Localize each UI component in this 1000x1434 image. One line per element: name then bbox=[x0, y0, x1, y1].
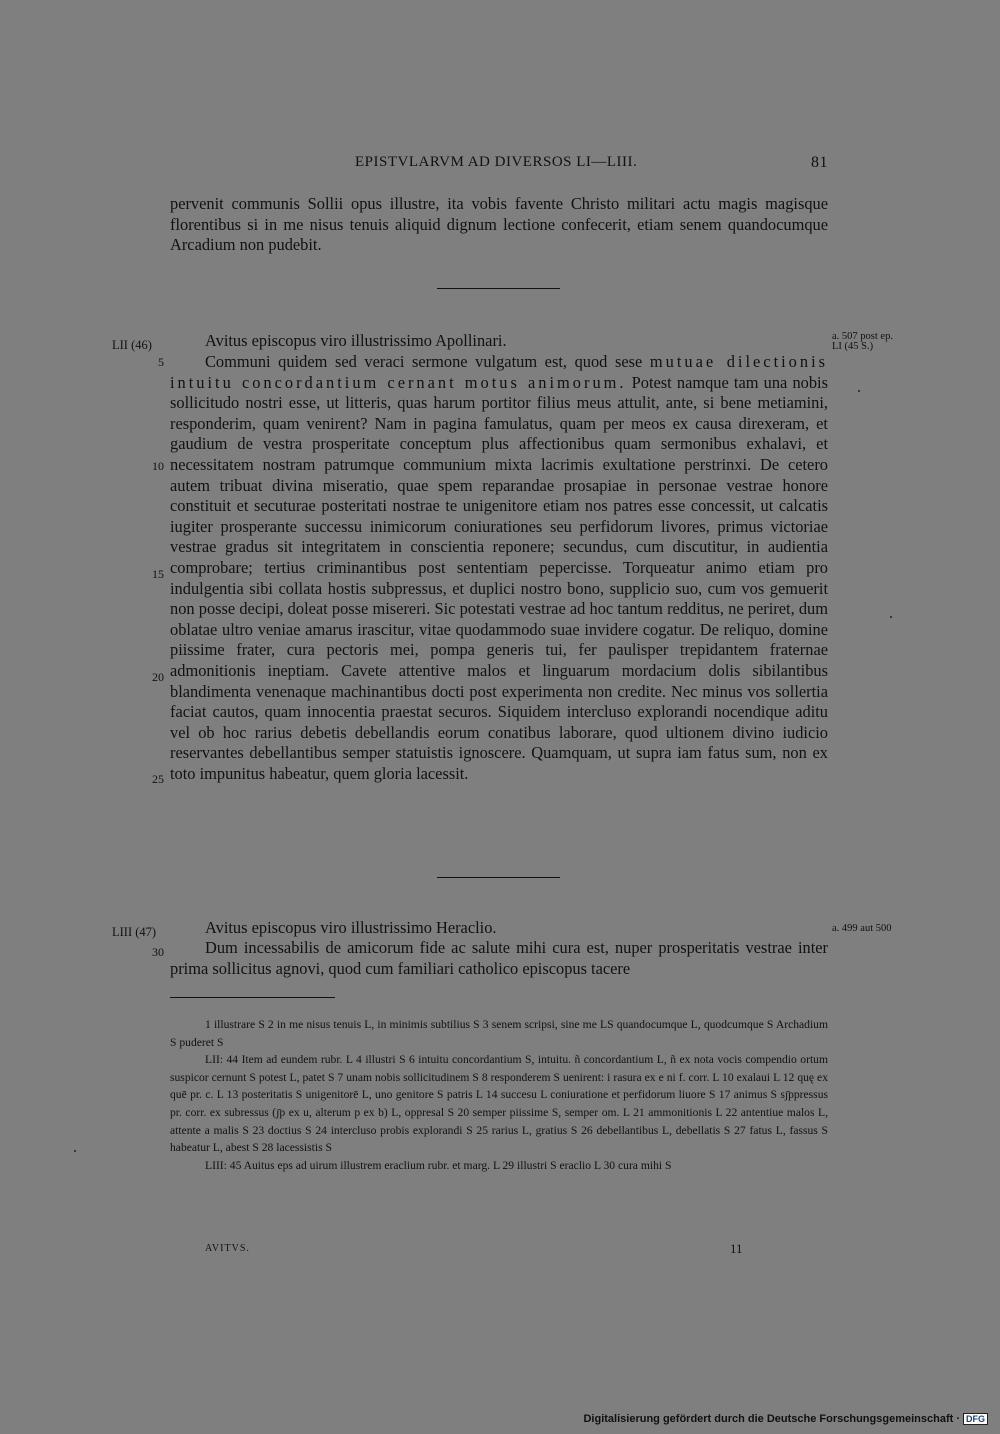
running-title: EPISTVLARVM AD DIVERSOS LI—LIII. bbox=[355, 154, 638, 170]
scan-speck bbox=[890, 616, 892, 618]
line-number: 15 bbox=[152, 567, 164, 581]
scan-speck bbox=[858, 390, 860, 392]
letter-52-text-spaced: mutuae dilectionis intuitu concordantium cernant motus animorum. bbox=[170, 352, 829, 392]
scan-speck bbox=[74, 1150, 76, 1152]
line-number: 10 bbox=[152, 459, 164, 473]
letter-52-date-note: a. 507 post ep. LI (45 S.) bbox=[832, 331, 893, 352]
letter-53-salutation: Avitus episcopus viro illustrissimo Heraclio. bbox=[205, 918, 497, 937]
critical-apparatus bbox=[170, 1016, 828, 1174]
letter-52-label: LII (46) bbox=[112, 338, 152, 352]
section-divider bbox=[437, 288, 560, 289]
line-number: 5 bbox=[158, 355, 164, 369]
letter-53-date-note: a. 499 aut 500 bbox=[832, 923, 892, 934]
letter-52-text-start: Communi quidem sed veraci sermone vulgatum est, quod sese bbox=[205, 352, 650, 371]
dfg-logo: DFG bbox=[963, 1413, 988, 1425]
letter-53-label: LIII (47) bbox=[112, 925, 157, 939]
page-number: 81 bbox=[811, 154, 828, 171]
running-header bbox=[170, 154, 828, 174]
signature-mark: AVITVS. bbox=[205, 1243, 250, 1254]
apparatus-note: LII: 44 Item ad eundem rubr. L 4 illustri S 6 intuitu concordantium S, intuitu. ñ concordantium L, ñ ex nota vocis compendio ortum suspicor cernunt S potest L, patet S 7 unam nobis sollicitudinem S 8 responderem S uenirent: i rasura ex e ni f. corr. L 10 exalaui L 12 quę ex quē pr. c. L 13 posteritatis S unigenitorē L, uno genitore S patris L 14 succesu L coniuratione et perfidorum liuore S 17 animus S sȷ̄ppressus pr. corr. ex subressus (ȷ̄p ex u, alterum p ex b) L, oppresal S 20 semper piissime S, semper om. L 21 ammonitionis L 22 antentiue malos L, attente a malis S 23 doctius S 24 intercluso probis explorandi S 25 rarius L, gratius S 26 debellantibus L, debellatis S 27 fatus L, fassus S habeatur L, abest S 28 lacessistis S bbox=[170, 1053, 828, 1155]
letter-52-text-rest: Potest namque tam una nobis sollicitudo nostri esse, ut litteris, quas harum portitor filius meus attulit, ante, si bene metiamini, responderim, quam venirent? Nam in pagina famulatus, quam per meos ex causa direxeram, et gaudium de vestra prosperitate conceptum plus affectionibus quam sermonibus exhalavi, et necessitatem nostram patrumque communium mixta lacrimis exultatione perstrinxi. De cetero autem tribuat divina miseratio, quae spem reparandae prosapiae in personae vestrae honore constituit et secuturae posteritati nostrae te unigenitore etiam nos patres esse concessit, ut calcatis iugiter prosperante successu inimicorum coniurationes seu perfidorum livores, primus victoriae vestrae gradus sit integritatem in conscientia reponere; secundus, cum discutitur, in audientia comprobare; tertius criminantibus post sententiam pepercisse. Torqueatur animo etiam pro indulgentia sibi collata hostis subpressus, et duplici nostro bono, supplicio suo, cum vos gemuerit non posse decipi, doleat posse misereri. Sic potestati vestrae ad hoc tantum redditus, ne periret, dum oblatae ultro veniae amarus irascitur, vitae quodammodo suae invidere cogatur. De reliquo, domine piissime frater, cura pectoris mei, pompa generis tui, fer paulisper trepidantem fraternae admonitionis ineptiam. Cavete attentive malos et linguarum mordacium dolis sibilantibus blandimenta venenaque machinantibus docti post experimenta non credite. Nec minus vos sollertia faciat cautos, quam innocentia praestat securos. Siquidem intercluso explorandi nocendique aditu vel ob hoc rarius debetis debellandis eorum conatibus laborare, quod ultionem divino iudicio reservantes debellantibus semper statuistis ignoscere. Quamquam, ut supra iam fatus sum, non ex toto impunitus habeatur, quem gloria lacessit. bbox=[170, 372, 828, 783]
sheet-number: 11 bbox=[730, 1241, 743, 1256]
attribution-text: Digitalisierung gefördert durch die Deutsche Forschungsgemeinschaft · bbox=[583, 1413, 960, 1425]
apparatus-note: 1 illustrare S 2 in me nisus tenuis L, in minimis subtilius S 3 senem scripsi, sine me LS quandocumque L, quodcumque S Archadium S puderet S bbox=[170, 1018, 828, 1049]
letter-52-salutation: Avitus episcopus viro illustrissimo Apollinari. bbox=[205, 331, 507, 350]
section-divider bbox=[437, 877, 560, 878]
apparatus-divider bbox=[170, 997, 335, 998]
line-number: 30 bbox=[152, 945, 164, 959]
line-number: 25 bbox=[152, 772, 164, 786]
funding-attribution bbox=[583, 1413, 988, 1425]
line-number: 20 bbox=[152, 670, 164, 684]
letter-52-body bbox=[170, 352, 828, 784]
letter-53-body: Dum incessabilis de amicorum fide ac salute mihi cura est, nuper prosperitatis vestrae inter prima sollicitus agnovi, quod cum familiari catholico episcopus tacere bbox=[170, 938, 828, 978]
apparatus-note: LIII: 45 Auitus eps ad uirum illustrem eraclium rubr. et marg. L 29 illustri S eraclio L 30 cura mihi S bbox=[205, 1158, 672, 1172]
previous-letter-ending: pervenit communis Sollii opus illustre, ita vobis favente Christo militari actu magis magisque florentibus si in me nisus tenuis aliquid dignum lectione confecerit, etiam senem quandocumque Arcadium non pudebit. bbox=[170, 194, 828, 255]
